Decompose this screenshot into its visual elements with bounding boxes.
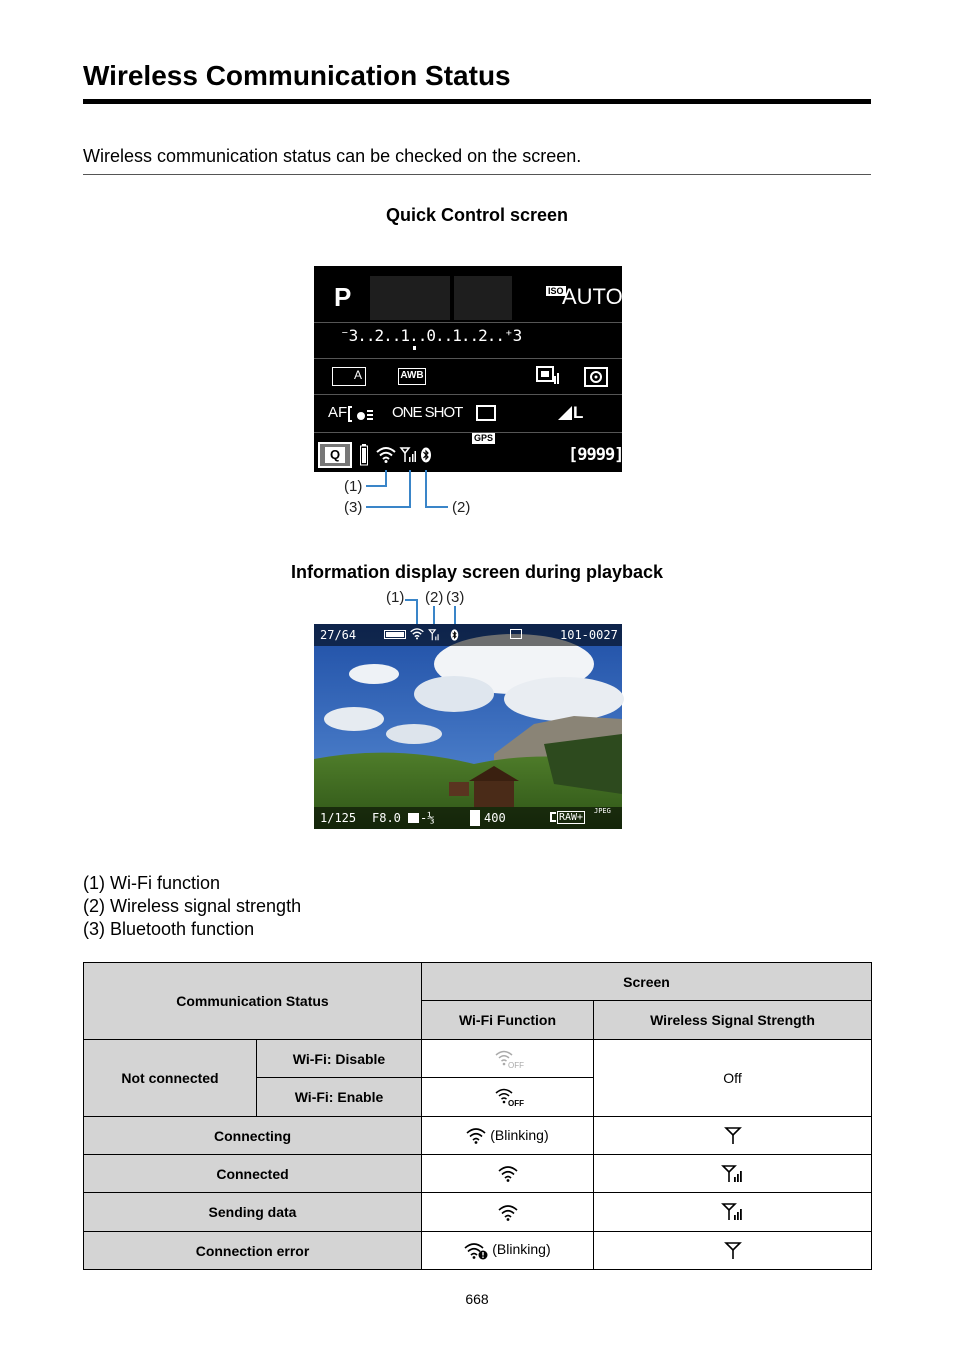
- wifi-icon: [466, 1127, 486, 1144]
- blank-field-1: [370, 276, 450, 320]
- table-row: [84, 1040, 872, 1078]
- wifi-error-cell: [422, 1232, 594, 1270]
- wifi-off-icon: [495, 1087, 524, 1108]
- protect-icon: [510, 629, 522, 639]
- svg-text:OFF: OFF: [507, 1099, 524, 1108]
- white-balance-icon: AWB: [398, 368, 426, 385]
- af-mode: ONE SHOT: [392, 404, 463, 421]
- playback-wifi-icon: [410, 627, 424, 645]
- wifi-off-cell: [422, 1078, 594, 1117]
- quick-control-button[interactable]: Q: [318, 442, 352, 468]
- table-row: [84, 1232, 872, 1270]
- status-connected: Connected: [84, 1155, 422, 1193]
- title-rule: [83, 99, 871, 104]
- drive-mode-icon: [476, 405, 496, 421]
- page-number: 668: [465, 1291, 489, 1307]
- exposure-scale: ⁻3..2..1..0..1..2..⁺3: [340, 326, 522, 345]
- shutter-speed: 1/125: [320, 811, 357, 825]
- iso-label: ISO: [548, 286, 564, 296]
- intro-text: Wireless communication status can be checked on the screen.: [83, 146, 582, 166]
- wifi-icon: [498, 1204, 518, 1221]
- callout-legend: [83, 872, 301, 941]
- playback-caption: Information display screen during playback: [290, 562, 664, 582]
- status-connecting: Connecting: [84, 1117, 422, 1155]
- blank-field-2: [454, 276, 512, 320]
- page-title: Wireless Communication Status: [83, 60, 511, 91]
- playback-screen: [314, 624, 622, 829]
- image-quality: L: [573, 403, 584, 422]
- qc-callout-1: (1): [344, 478, 363, 495]
- qc-callout-3: (3): [344, 499, 363, 516]
- header-signal-strength: Wireless Signal Strength: [594, 1001, 872, 1040]
- signal-full-icon: [722, 1203, 744, 1221]
- frame-counter: 27/64: [320, 628, 357, 642]
- wifi-icon: [498, 1165, 518, 1182]
- status-wifi-enable: Wi-Fi: Enable: [257, 1078, 422, 1117]
- playback-iso: 400: [484, 811, 506, 825]
- af-area-icon: [348, 405, 374, 428]
- legend-item-2: (2) Wireless signal strength: [83, 896, 302, 916]
- gps-badge: GPS: [474, 433, 494, 443]
- signal-connecting-cell: [594, 1117, 872, 1155]
- signal-sending-cell: [594, 1193, 872, 1232]
- jpeg-label: JPEG: [594, 807, 611, 815]
- iso-icon: [470, 810, 480, 826]
- antenna-icon: [725, 1242, 741, 1260]
- wifi-off-dim-cell: [422, 1040, 594, 1078]
- wifi-error-icon: [464, 1242, 488, 1260]
- aperture: F8.0: [372, 811, 401, 825]
- quick-control-screen: [314, 266, 622, 472]
- exposure-compensation: -⅓: [420, 811, 435, 825]
- wifi-connecting-cell: [422, 1117, 594, 1155]
- status-not-connected: Not connected: [84, 1040, 257, 1117]
- af-label: AF: [328, 404, 348, 421]
- status-sending-data: Sending data: [84, 1193, 422, 1232]
- signal-connected-cell: [594, 1155, 872, 1193]
- header-screen: Screen: [422, 963, 872, 1001]
- legend-item-1: (1) Wi-Fi function: [83, 873, 221, 893]
- wifi-off-disabled-icon: [495, 1049, 524, 1070]
- signal-error-cell: [594, 1232, 872, 1270]
- table-row: [84, 1117, 872, 1155]
- quick-control-caption: Quick Control screen: [385, 205, 569, 225]
- qc-callout-2: (2): [452, 499, 471, 516]
- playback-quality: RAW+: [559, 812, 584, 823]
- playback-bluetooth-icon: [450, 628, 459, 646]
- legend-item-3: (3) Bluetooth function: [83, 919, 255, 939]
- iso-value: AUTO: [562, 284, 623, 309]
- shooting-mode: P: [334, 282, 352, 312]
- blinking-label: (Blinking): [492, 1241, 551, 1258]
- status-connection-error: Connection error: [84, 1232, 422, 1270]
- signal-off-cell: Off: [594, 1040, 872, 1117]
- status-wifi-disable: Wi-Fi: Disable: [257, 1040, 422, 1078]
- intro-rule: [83, 174, 871, 175]
- blinking-label: (Blinking): [490, 1126, 549, 1143]
- playback-signal-icon: [428, 628, 441, 646]
- table-row: [84, 1155, 872, 1193]
- shots-remaining: [9999]: [568, 445, 624, 465]
- picture-style-icon: A: [332, 367, 366, 386]
- pb-callout-2: (2): [425, 589, 444, 606]
- file-number: 101-0027: [560, 628, 618, 642]
- playback-battery-icon: [384, 630, 406, 639]
- raw-c-icon: [550, 812, 556, 822]
- antenna-icon: [725, 1127, 741, 1145]
- signal-full-icon: [722, 1165, 744, 1183]
- metering-mode-icon: [584, 367, 608, 387]
- pb-callout-1: (1): [386, 589, 405, 606]
- landscape-photo: [314, 624, 622, 829]
- header-wifi-function: Wi-Fi Function: [422, 1001, 594, 1040]
- image-quality-icon: [558, 404, 572, 425]
- table-row: [84, 1193, 872, 1232]
- wifi-sending-cell: [422, 1193, 594, 1232]
- svg-text:OFF: OFF: [507, 1060, 524, 1070]
- wifi-connected-cell: [422, 1155, 594, 1193]
- exposure-compensation-icon: [408, 813, 419, 823]
- auto-lighting-optimizer-icon: [536, 366, 558, 386]
- header-communication-status: Communication Status: [84, 963, 422, 1040]
- pb-callout-3: (3): [446, 589, 465, 606]
- exposure-marker: [413, 346, 416, 350]
- status-table: [83, 962, 872, 1270]
